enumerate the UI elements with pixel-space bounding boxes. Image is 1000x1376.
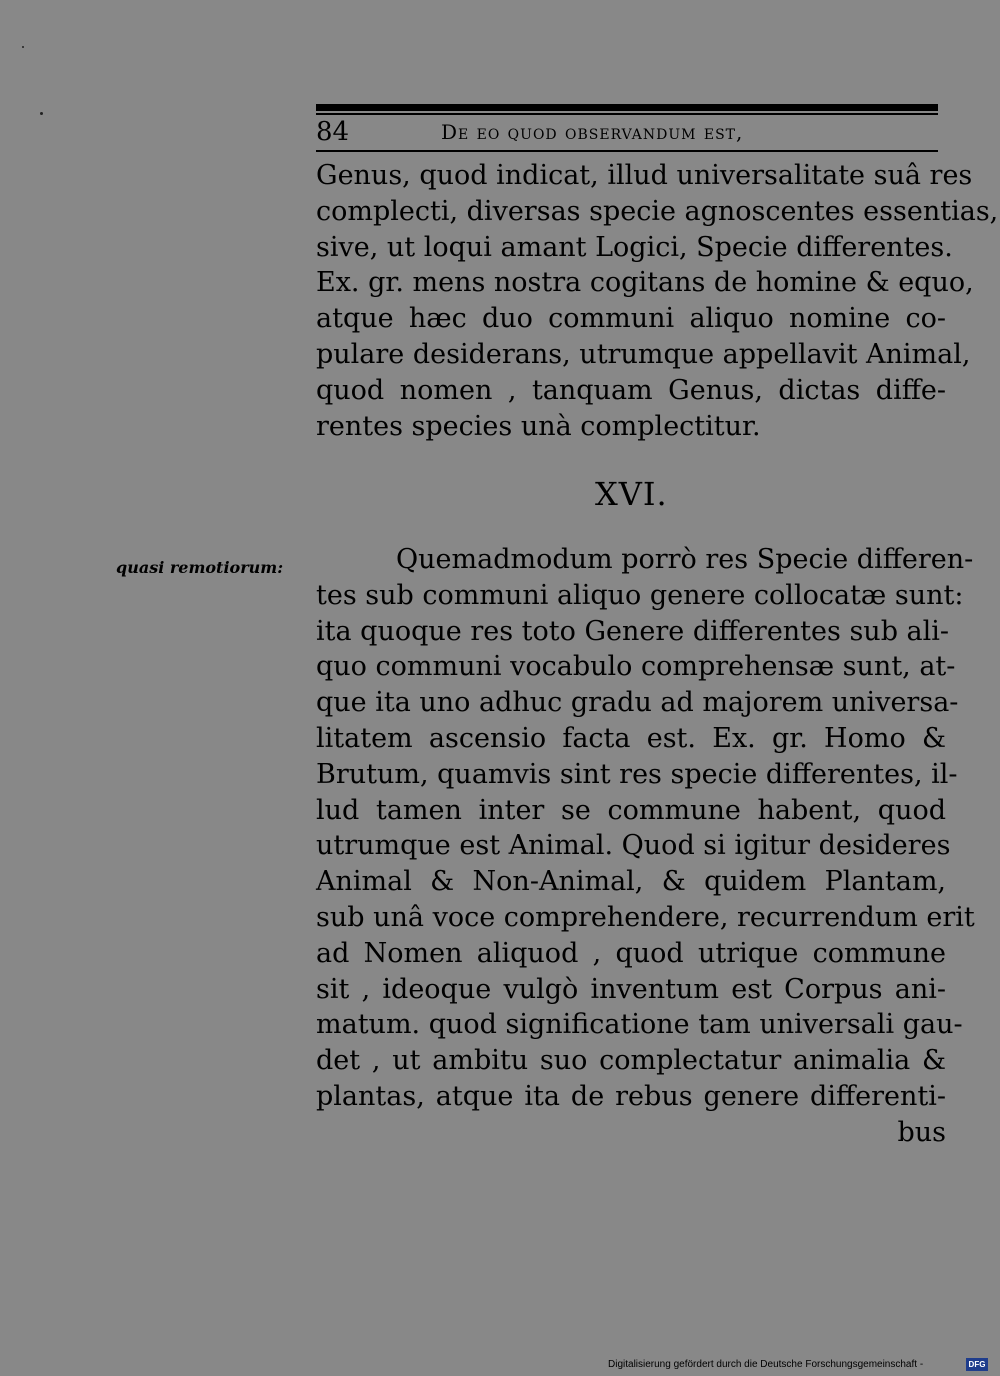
text-line: pulare desiderans, utrumque appellavit Animal,	[316, 338, 971, 370]
text-line: Animal & Non-Animal, & quidem Plantam,	[316, 866, 946, 898]
text-line: rentes species unà complectitur.	[316, 410, 761, 442]
scan-speck	[22, 46, 24, 48]
text-line: plantas, atque ita de rebus genere differenti-	[316, 1080, 946, 1112]
text-line: det , ut ambitu suo complectatur animalia &	[316, 1045, 946, 1077]
page-number: 84	[316, 117, 350, 147]
text-line: sive, ut loqui amant Logici, Specie differentes.	[316, 231, 953, 263]
text-line: lud tamen inter se commune habent, quod	[316, 794, 946, 826]
text-line: utrumque est Animal. Quod si igitur desideres	[316, 830, 951, 862]
text-line: que ita uno adhuc gradu ad majorem universa-	[316, 687, 959, 719]
text-line: sit , ideoque vulgò inventum est Corpus ani-	[316, 973, 946, 1005]
text-line: ita quoque res toto Genere differentes sub ali-	[316, 615, 950, 647]
text-line: litatem ascensio facta est. Ex. gr. Homo &	[316, 722, 946, 754]
paragraph-2	[316, 542, 975, 1151]
digitization-credit: Digitalisierung gefördert durch die Deutsche Forschungsgemeinschaft -	[608, 1359, 924, 1370]
section-number: XVI.	[595, 475, 668, 513]
header-rule-top	[316, 104, 938, 111]
text-line: quod nomen , tanquam Genus, dictas diffe-	[316, 374, 946, 406]
text-line: quo communi vocabulo comprehensæ sunt, at-	[316, 651, 956, 683]
text-line: atque hæc duo communi aliquo nomine co-	[316, 303, 946, 335]
catchword: bus	[897, 1116, 946, 1148]
header-rule-bottom	[316, 150, 938, 152]
dfg-logo: DFG	[966, 1358, 988, 1371]
scan-speck	[40, 112, 43, 115]
text-line: Ex. gr. mens nostra cogitans de homine & equo,	[316, 267, 974, 299]
text-line: ad Nomen aliquod , quod utrique commune	[316, 937, 946, 969]
running-head: De eo quod observandum est,	[441, 120, 744, 144]
text-line: complecti, diversas specie agnoscentes essentias,	[316, 195, 999, 227]
text-line: Quemadmodum porrò res Specie differen-	[396, 544, 974, 575]
text-line: tes sub communi aliquo genere collocatæ sunt:	[316, 579, 964, 611]
text-line: Brutum, quamvis sint res specie differentes, il-	[316, 758, 958, 790]
text-line: sub unâ voce comprehendere, recurrendum erit	[316, 901, 975, 933]
paragraph-1	[316, 158, 999, 444]
text-line: matum. quod significatione tam universali gau-	[316, 1009, 963, 1041]
text-line: Genus, quod indicat, illud universalitate suâ res	[316, 160, 973, 191]
marginal-note: quasi remotiorum:	[116, 558, 284, 577]
